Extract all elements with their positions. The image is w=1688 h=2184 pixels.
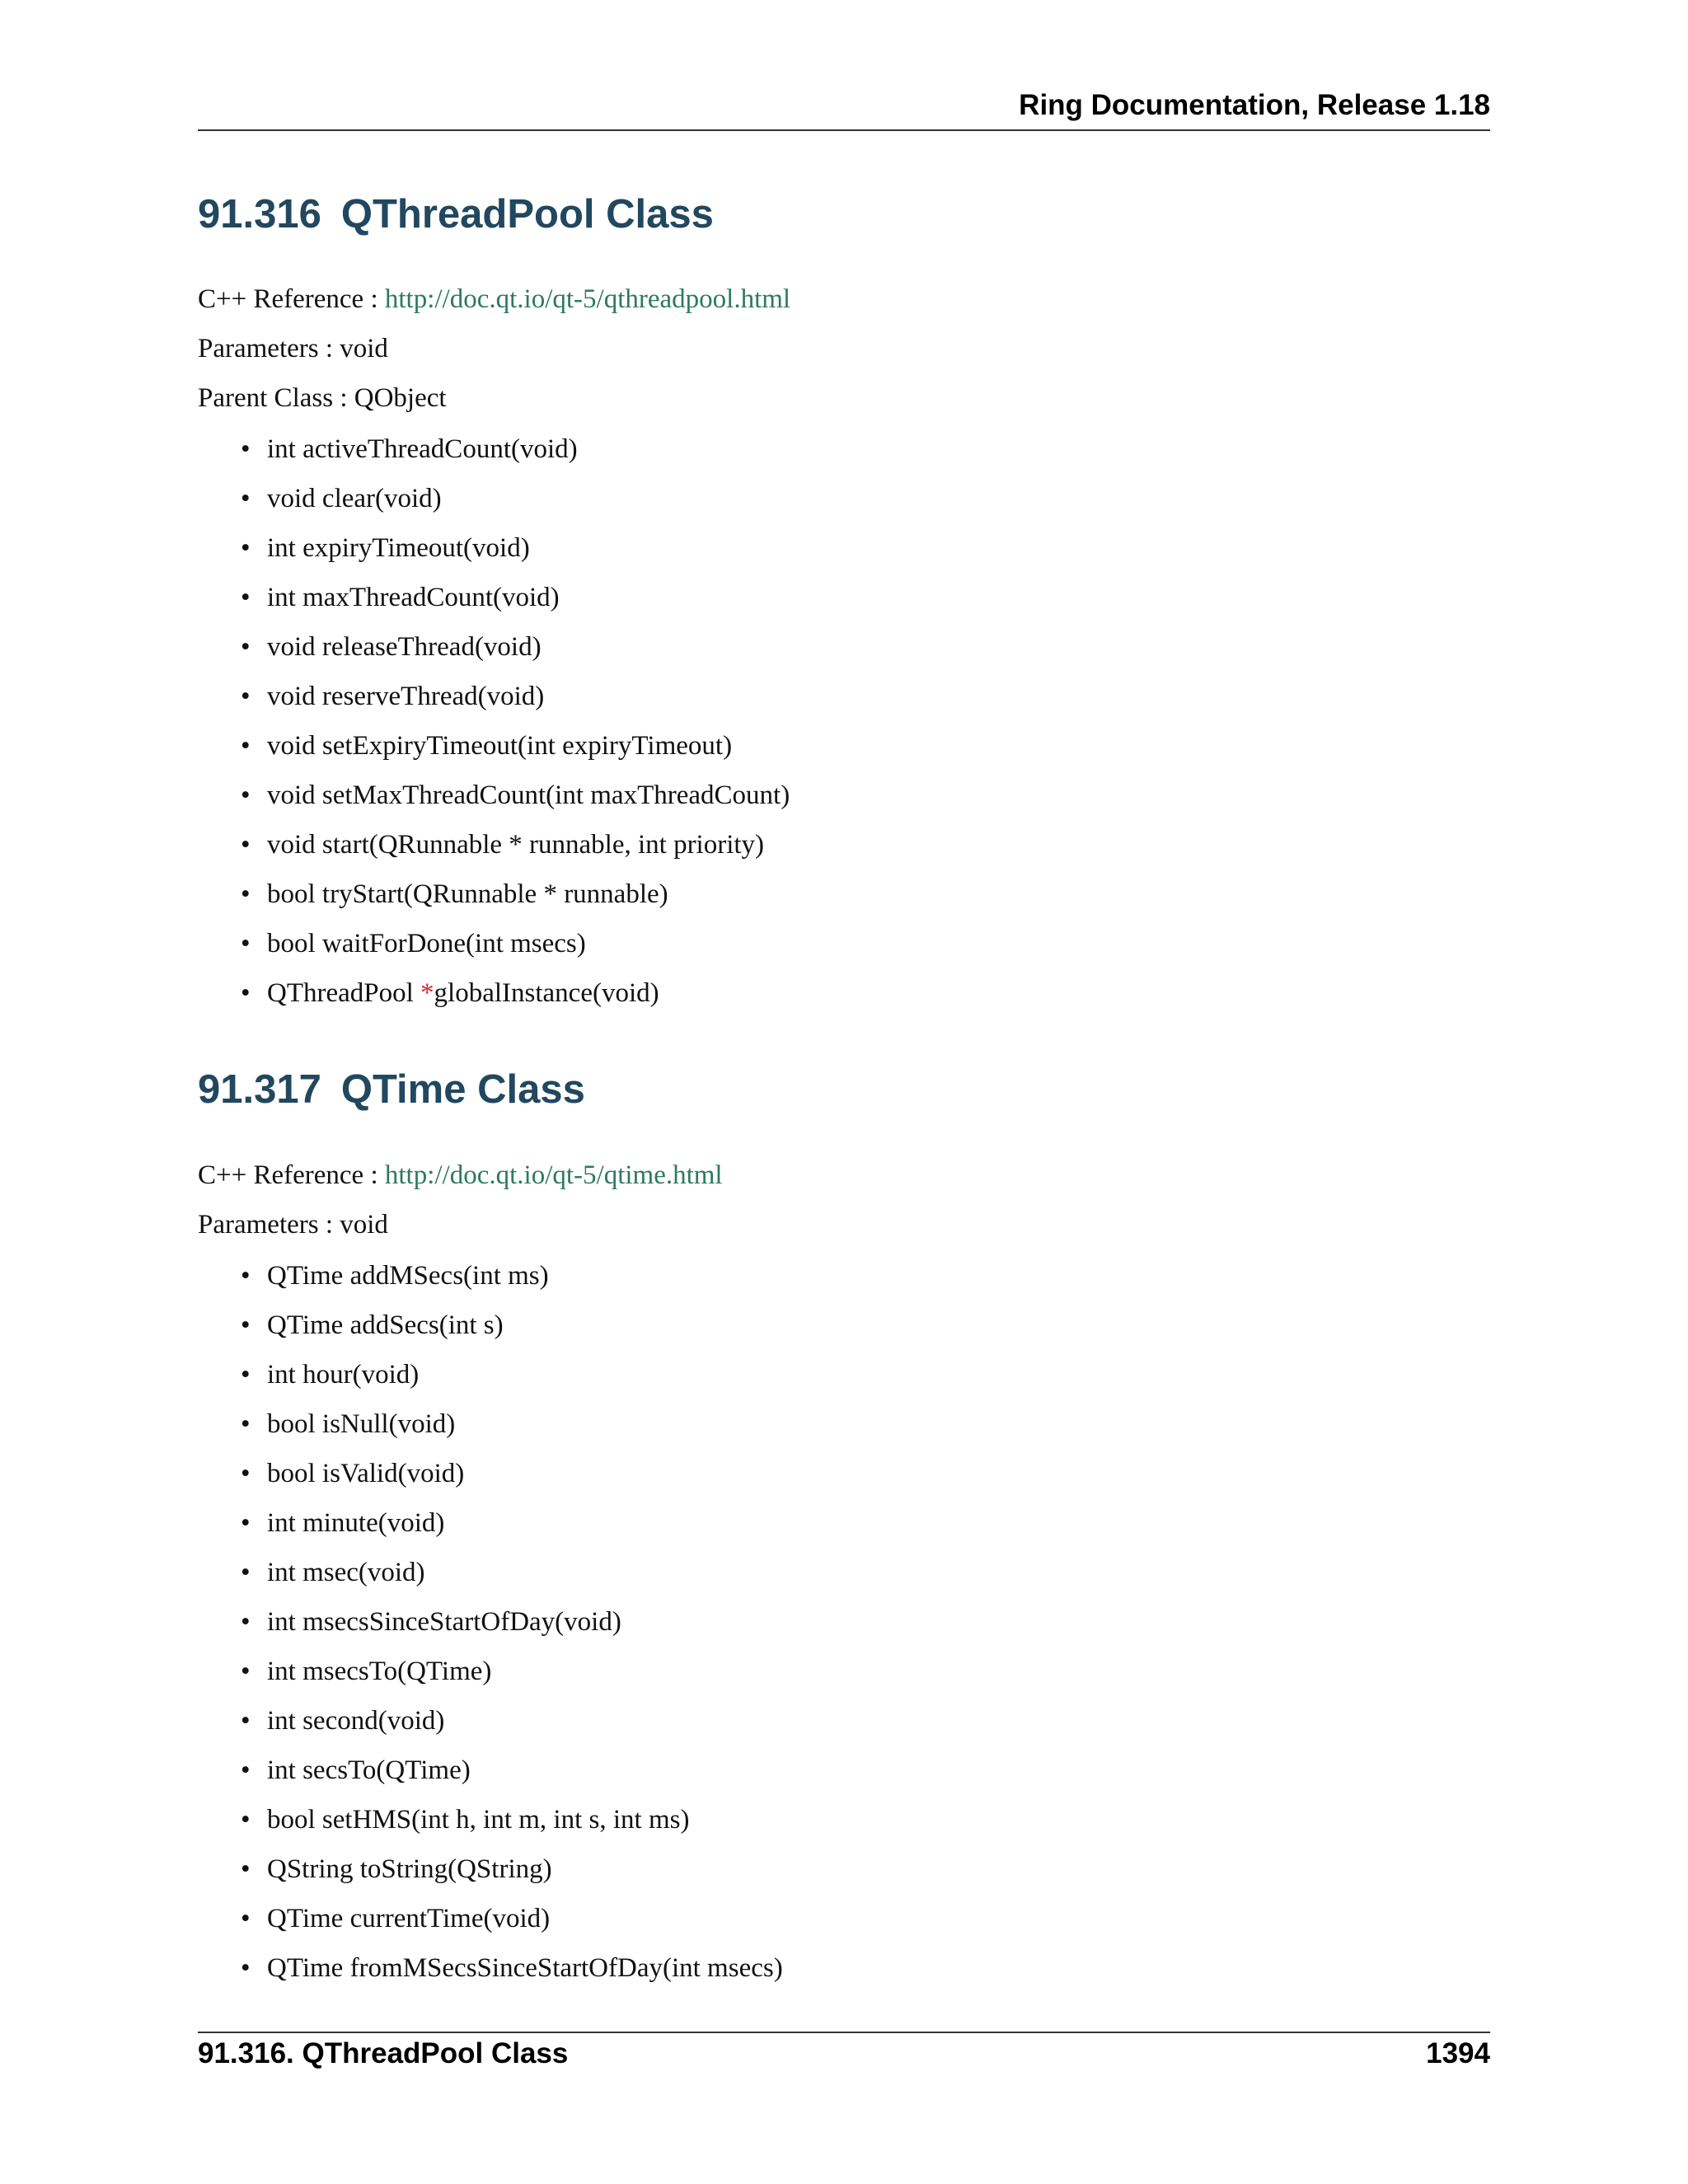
bullet: • xyxy=(241,1558,251,1587)
red-asterisk: * xyxy=(420,978,434,1008)
method-item xyxy=(198,828,790,878)
method-text: bool isValid(void) xyxy=(267,1459,465,1488)
running-header: Ring Documentation, Release 1.18 xyxy=(1019,89,1490,121)
cpp-reference-link[interactable]: http://doc.qt.io/qt-5/qthreadpool.html xyxy=(384,284,791,314)
method-item xyxy=(198,1803,783,1853)
method-item xyxy=(198,680,790,729)
bullet: • xyxy=(241,484,251,513)
method-item xyxy=(198,1902,783,1952)
method-item xyxy=(198,482,790,532)
section-name: QTime Class xyxy=(340,1067,585,1112)
bullet: • xyxy=(241,1607,251,1637)
section-number: 91.317 xyxy=(198,1067,321,1112)
method-text: bool isNull(void) xyxy=(267,1409,456,1439)
method-text: void setMaxThreadCount(int maxThreadCount) xyxy=(267,780,790,810)
section-number: 91.316 xyxy=(198,192,321,237)
method-text: QTime addMSecs(int ms) xyxy=(267,1261,549,1291)
method-text: QString toString(QString) xyxy=(267,1854,552,1884)
bullet: • xyxy=(241,978,251,1008)
cpp-reference-line xyxy=(198,1160,723,1191)
bullet: • xyxy=(241,1360,251,1390)
method-item xyxy=(198,1655,783,1704)
cpp-reference-line xyxy=(198,284,790,315)
method-text: void start(QRunnable * runnable, int priority) xyxy=(267,830,765,860)
method-item xyxy=(198,1952,783,2001)
bullet: • xyxy=(241,731,251,761)
method-item-global-instance xyxy=(198,977,790,1026)
page-number: 1394 xyxy=(1426,2037,1490,2069)
method-text: QTime fromMSecsSinceStartOfDay(int msecs) xyxy=(267,1953,783,1983)
method-item xyxy=(198,1754,783,1803)
bullet: • xyxy=(241,1261,251,1291)
bullet: • xyxy=(241,1904,251,1933)
method-text: QTime addSecs(int s) xyxy=(267,1310,504,1340)
method-text: int msecsTo(QTime) xyxy=(267,1657,492,1686)
bullet: • xyxy=(241,879,251,909)
method-text: bool tryStart(QRunnable * runnable) xyxy=(267,879,668,909)
parameters-line: Parameters : void xyxy=(198,334,388,363)
bullet: • xyxy=(241,434,251,464)
method-text: int msec(void) xyxy=(267,1558,425,1587)
method-text: int maxThreadCount(void) xyxy=(267,583,560,612)
bullet: • xyxy=(241,1459,251,1488)
method-item xyxy=(198,729,790,779)
method-text: bool waitForDone(int msecs) xyxy=(267,929,586,958)
method-list-qthreadpool xyxy=(198,433,790,1026)
method-text: QTime currentTime(void) xyxy=(267,1904,551,1933)
method-text: void setExpiryTimeout(int expiryTimeout) xyxy=(267,731,733,761)
bullet: • xyxy=(241,780,251,810)
bullet: • xyxy=(241,1706,251,1736)
method-item xyxy=(198,1358,783,1408)
method-text: int second(void) xyxy=(267,1706,445,1736)
section-title-qtime xyxy=(198,1066,585,1113)
method-item xyxy=(198,1457,783,1507)
bullet: • xyxy=(241,1805,251,1835)
method-item xyxy=(198,1408,783,1457)
method-item xyxy=(198,433,790,482)
bullet: • xyxy=(241,583,251,612)
method-text: void clear(void) xyxy=(267,484,442,513)
section-title-qthreadpool xyxy=(198,191,714,237)
method-item xyxy=(198,630,790,680)
parameters-line: Parameters : void xyxy=(198,1210,388,1240)
method-text: bool setHMS(int h, int m, int s, int ms) xyxy=(267,1805,690,1835)
parent-class-line: Parent Class : QObject xyxy=(198,383,447,413)
method-text: int expiryTimeout(void) xyxy=(267,533,530,563)
bullet: • xyxy=(241,1953,251,1983)
bullet: • xyxy=(241,533,251,563)
footer-rule xyxy=(198,2032,1490,2033)
bullet: • xyxy=(241,632,251,662)
method-item xyxy=(198,878,790,927)
method-item xyxy=(198,1605,783,1655)
method-prefix: QThreadPool xyxy=(267,978,421,1008)
method-text: int hour(void) xyxy=(267,1360,420,1390)
method-item xyxy=(198,927,790,977)
method-text: int minute(void) xyxy=(267,1508,445,1538)
method-text: int activeThreadCount(void) xyxy=(267,434,578,464)
method-item xyxy=(198,1556,783,1605)
cpp-reference-link[interactable]: http://doc.qt.io/qt-5/qtime.html xyxy=(384,1160,723,1190)
method-text: void releaseThread(void) xyxy=(267,632,542,662)
bullet: • xyxy=(241,1508,251,1538)
section-name: QThreadPool Class xyxy=(340,192,714,237)
bullet: • xyxy=(241,929,251,958)
method-text: int msecsSinceStartOfDay(void) xyxy=(267,1607,621,1637)
bullet: • xyxy=(241,1854,251,1884)
method-item xyxy=(198,1507,783,1556)
method-item xyxy=(198,1704,783,1754)
bullet: • xyxy=(241,1310,251,1340)
bullet: • xyxy=(241,1657,251,1686)
cpp-reference-label: C++ Reference : xyxy=(198,284,385,314)
method-text: void reserveThread(void) xyxy=(267,682,545,711)
method-item xyxy=(198,1309,783,1358)
method-item xyxy=(198,779,790,828)
footer-section-title: 91.316. QThreadPool Class xyxy=(198,2037,569,2069)
method-list-qtime xyxy=(198,1259,783,2001)
header-rule xyxy=(198,129,1490,131)
cpp-reference-label: C++ Reference : xyxy=(198,1160,385,1190)
method-suffix: globalInstance(void) xyxy=(434,978,659,1008)
method-item xyxy=(198,1853,783,1902)
bullet: • xyxy=(241,1755,251,1785)
method-item xyxy=(198,532,790,581)
method-text: int secsTo(QTime) xyxy=(267,1755,471,1785)
method-item xyxy=(198,581,790,630)
bullet: • xyxy=(241,1409,251,1439)
bullet: • xyxy=(241,830,251,860)
bullet: • xyxy=(241,682,251,711)
method-item xyxy=(198,1259,783,1309)
